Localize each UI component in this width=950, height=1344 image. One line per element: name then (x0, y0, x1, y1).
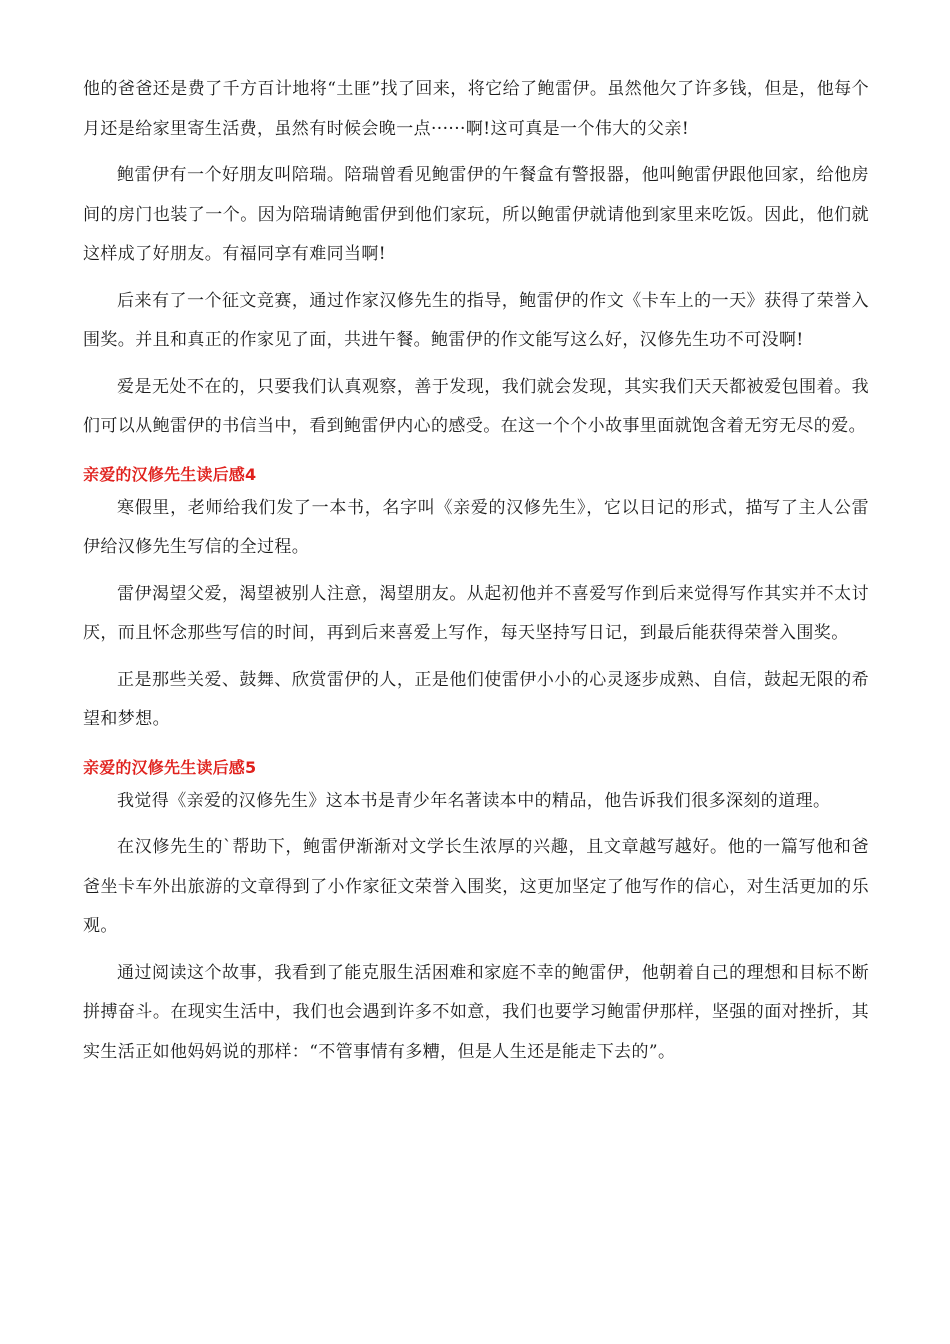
paragraph: 爱是无处不在的，只要我们认真观察，善于发现，我们就会发现，其实我们天天都被爱包围着。我们可以从鲍雷伊的书信当中，看到鲍雷伊内心的感受。在这一个个小故事里面就饱含着无穷无尽的爱。 (83, 376, 869, 436)
paragraph: 鲍雷伊有一个好朋友叫陪瑞。陪瑞曾看见鲍雷伊的午餐盒有警报器，他叫鲍雷伊跟他回家，给他房间的房门也装了一个。因为陪瑞请鲍雷伊到他们家玩，所以鲍雷伊就请他到家里来吃饭。因此，他们就这样成了好朋友。有福同享有难同当啊! (83, 165, 869, 264)
document-page (83, 70, 869, 1079)
paragraph: 寒假里，老师给我们发了一本书，名字叫《亲爱的汉修先生》，它以日记的形式，描写了主人公雷伊给汉修先生写信的全过程。 (83, 497, 869, 557)
section-5 (83, 756, 869, 1073)
section-heading: 亲爱的汉修先生读后感5 (83, 757, 257, 777)
paragraph: 我觉得《亲爱的汉修先生》这本书是青少年名著读本中的精品，他告诉我们很多深刻的道理。 (117, 790, 831, 811)
paragraph: 他的爸爸还是费了千方百计地将“土匪”找了回来，将它给了鲍雷伊。虽然他欠了许多钱，但是，他每个月还是给家里寄生活费，虽然有时候会晚一点······啊!这可真是一个伟大的父亲! (83, 79, 869, 139)
paragraph: 正是那些关爱、鼓舞、欣赏雷伊的人，正是他们使雷伊小小的心灵逐步成熟、自信，鼓起无限的希望和梦想。 (83, 669, 869, 729)
section-4 (83, 463, 869, 740)
paragraph: 雷伊渴望父爱，渴望被别人注意，渴望朋友。从起初他并不喜爱写作到后来觉得写作其实并不太讨厌，而且怀念那些写信的时间，再到后来喜爱上写作，每天坚持写日记，到最后能获得荣誉入围奖。 (83, 583, 869, 643)
paragraph: 后来有了一个征文竞赛，通过作家汉修先生的指导，鲍雷伊的作文《卡车上的一天》获得了荣誉入围奖。并且和真正的作家见了面，共进午餐。鲍雷伊的作文能写这么好，汉修先生功不可没啊! (83, 290, 869, 350)
paragraph: 在汉修先生的`帮助下，鲍雷伊渐渐对文学长生浓厚的兴趣，且文章越写越好。他的一篇写他和爸爸坐卡车外出旅游的文章得到了小作家征文荣誉入围奖，这更加坚定了他写作的信心，对生活更加的乐观。 (83, 837, 869, 936)
paragraph: 通过阅读这个故事，我看到了能克服生活困难和家庭不幸的鲍雷伊，他朝着自己的理想和目标不断拼搏奋斗。在现实生活中，我们也会遇到许多不如意，我们也要学习鲍雷伊那样，坚强的面对挫折，其实生活正如他妈妈说的那样：“不管事情有多糟，但是人生还是能走下去的”。 (83, 962, 869, 1062)
section-heading: 亲爱的汉修先生读后感4 (83, 464, 257, 484)
